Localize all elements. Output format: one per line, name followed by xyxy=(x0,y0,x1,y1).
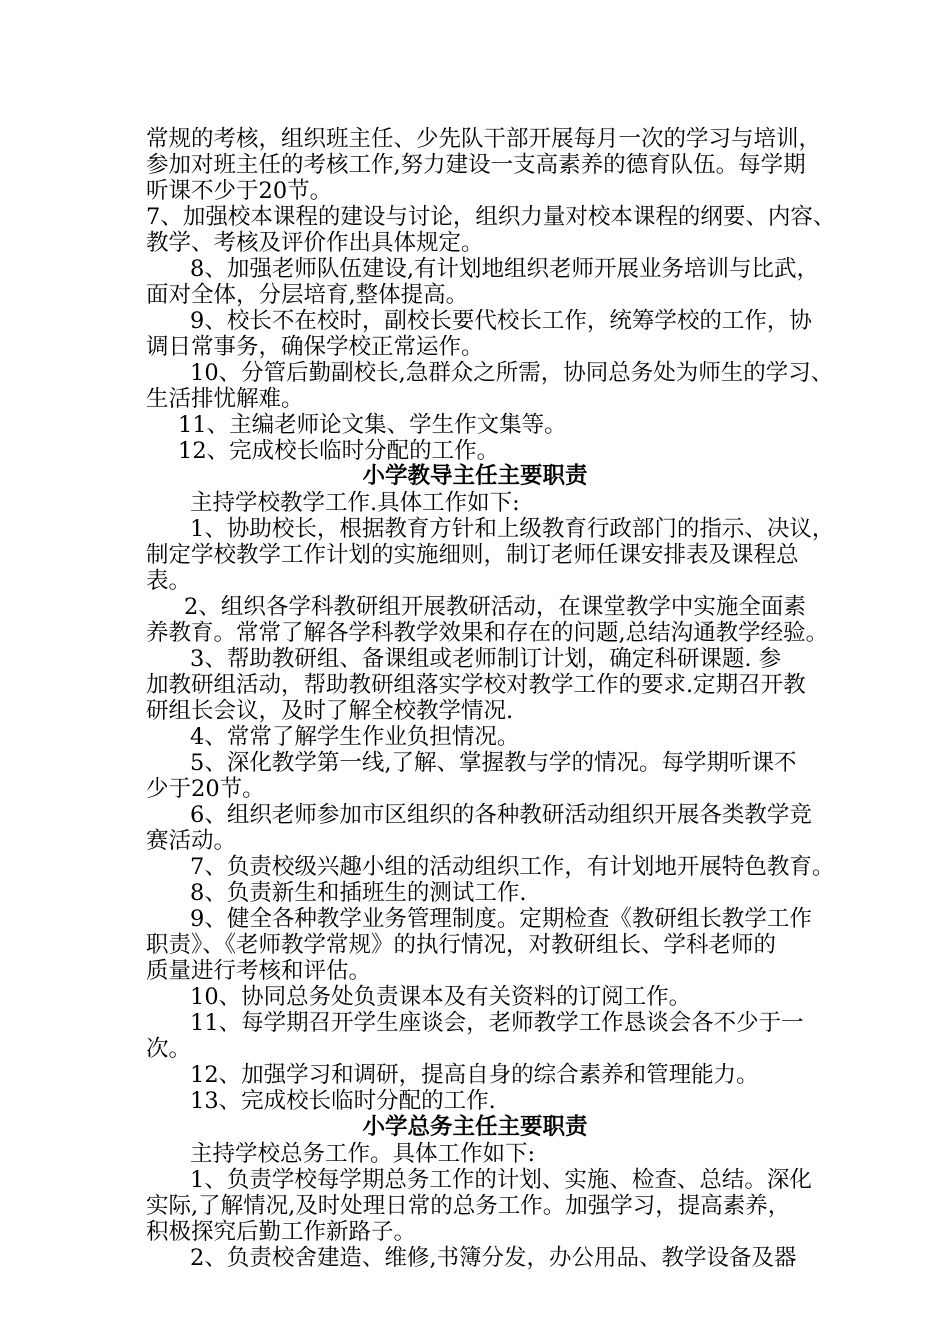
paragraph-line: 5、深化教学第一线,了解、掌握教与学的情况。每学期听课不 xyxy=(190,750,797,776)
paragraph-line: 面对全体，分层培育,整体提高。 xyxy=(146,282,469,308)
paragraph-line: 加教研组活动，帮助教研组落实学校对教学工作的要求.定期召开教 xyxy=(146,672,806,698)
paragraph-line: 1、负责学校每学期总务工作的计划、实施、检查、总结。深化 xyxy=(190,1167,812,1193)
paragraph-line: 研组长会议，及时了解全校教学情况. xyxy=(146,698,514,724)
paragraph-line: 9、健全各种教学业务管理制度。定期检查《教研组长教学工作 xyxy=(190,906,812,932)
paragraph-line: 生活排忧解难。 xyxy=(146,386,304,412)
paragraph-line: 2、组织各学科教研组开展教研活动，在课堂教学中实施全面素 xyxy=(184,594,806,620)
section-title: 小学总务主任主要职责 xyxy=(362,1114,588,1140)
paragraph-line: 6、组织老师参加市区组织的各种教研活动组织开展各类教学竞 xyxy=(190,802,812,828)
paragraph-line: 7、加强校本课程的建设与讨论，组织力量对校本课程的纲要、内容、 xyxy=(146,204,836,230)
paragraph-line: 听课不少于20节。 xyxy=(146,178,333,204)
paragraph-line: 11、每学期召开学生座谈会，老师教学工作恳谈会各不少于一 xyxy=(190,1010,804,1036)
paragraph-line: 质量进行考核和评估。 xyxy=(146,958,372,984)
paragraph-line: 实际,了解情况,及时处理日常的总务工作。加强学习，提高素养， xyxy=(146,1193,791,1219)
paragraph-line: 主持学校总务工作。具体工作如下: xyxy=(190,1141,536,1167)
paragraph-line: 10、协同总务处负责课本及有关资料的订阅工作。 xyxy=(190,984,692,1010)
paragraph-line: 3、帮助教研组、备课组或老师制订计划，确定科研课题. 参 xyxy=(190,646,782,672)
paragraph-line: 7、负责校级兴趣小组的活动组织工作，有计划地开展特色教育。 xyxy=(190,854,835,880)
paragraph-line: 8、负责新生和插班生的测试工作. xyxy=(190,880,527,906)
paragraph-line: 12、加强学习和调研，提高自身的综合素养和管理能力。 xyxy=(190,1062,759,1088)
paragraph-line: 主持学校教学工作.具体工作如下: xyxy=(190,490,520,516)
paragraph-line: 8、加强老师队伍建设,有计划地组织老师开展业务培训与比武， xyxy=(190,256,819,282)
paragraph-line: 表。 xyxy=(146,568,192,594)
paragraph-line: 12、完成校长临时分配的工作。 xyxy=(178,438,500,464)
paragraph-line: 2、负责校舍建造、维修,书簿分发，办公用品、教学设备及器 xyxy=(190,1245,797,1271)
paragraph-line: 赛活动。 xyxy=(146,828,237,854)
paragraph-line: 常规的考核，组织班主任、少先队干部开展每月一次的学习与培训， xyxy=(146,126,822,152)
paragraph-line: 11、主编老师论文集、学生作文集等。 xyxy=(178,412,567,438)
paragraph-line: 9、校长不在校时，副校长要代校长工作，统筹学校的工作，协 xyxy=(190,308,812,334)
paragraph-line: 教学、考核及评价作出具体规定。 xyxy=(146,230,484,256)
paragraph-line: 13、完成校长临时分配的工作. xyxy=(190,1088,496,1114)
paragraph-line: 1、协助校长，根据教育方针和上级教育行政部门的指示、决议， xyxy=(190,516,835,542)
paragraph-line: 养教育。常常了解各学科教学效果和存在的问题,总结沟通教学经验。 xyxy=(146,620,829,646)
paragraph-line: 参加对班主任的考核工作,努力建设一支高素养的德育队伍。每学期 xyxy=(146,152,806,178)
paragraph-line: 少于20节。 xyxy=(146,776,265,802)
paragraph-line: 制定学校教学工作计划的实施细则，制订老师任课安排表及课程总 xyxy=(146,542,799,568)
section-title: 小学教导主任主要职责 xyxy=(362,463,588,489)
paragraph-line: 次。 xyxy=(146,1036,192,1062)
paragraph-line: 10、分管后勤副校长,急群众之所需，协同总务处为师生的学习、 xyxy=(190,360,834,386)
paragraph-line: 积极探究后勤工作新路子。 xyxy=(146,1219,417,1245)
paragraph-line: 职责》、《老师教学常规》的执行情况，对教研组长、学科老师的 xyxy=(146,932,777,958)
paragraph-line: 调日常事务，确保学校正常运作。 xyxy=(146,334,484,360)
paragraph-line: 4、常常了解学生作业负担情况。 xyxy=(190,724,520,750)
